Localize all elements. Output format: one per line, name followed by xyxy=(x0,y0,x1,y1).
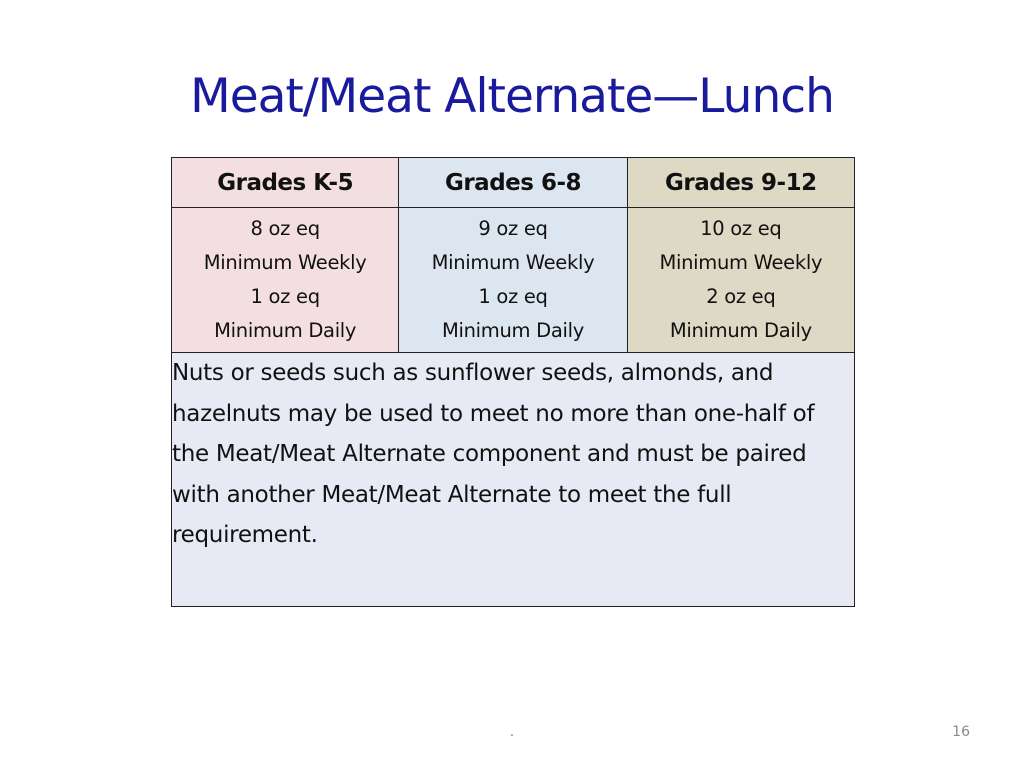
daily-label: Minimum Daily xyxy=(214,319,357,342)
weekly-label: Minimum Weekly xyxy=(431,251,595,274)
amount-cell-6-8 xyxy=(399,208,627,353)
weekly-label: Minimum Weekly xyxy=(203,251,367,274)
weekly-amount: 9 oz eq xyxy=(478,217,548,240)
daily-amount: 2 oz eq xyxy=(706,285,776,308)
daily-label: Minimum Daily xyxy=(669,319,812,342)
weekly-amount: 8 oz eq xyxy=(250,217,320,240)
weekly-label: Minimum Weekly xyxy=(659,251,823,274)
nuts-seeds-note: Nuts or seeds such as sunflower seeds, almonds, and hazelnuts may be used to meet no more than one-half of the Meat/Meat Alternate component and must be paired with another Meat/Meat Alternate to meet the full requirement. xyxy=(172,353,855,607)
slide-title: Meat/Meat Alternate—Lunch xyxy=(190,69,834,124)
weekly-amount: 10 oz eq xyxy=(700,217,782,240)
amount-cell-k5 xyxy=(172,208,399,353)
daily-amount: 1 oz eq xyxy=(250,285,320,308)
page-number: 16 xyxy=(952,724,970,740)
note-row xyxy=(172,353,855,607)
amounts-row xyxy=(172,208,855,353)
footer-text: . xyxy=(509,724,515,740)
header-grades-k5: Grades K-5 xyxy=(172,158,399,208)
meal-requirements-table xyxy=(171,157,855,607)
amount-cell-9-12 xyxy=(627,208,854,353)
header-grades-6-8: Grades 6-8 xyxy=(399,158,627,208)
daily-label: Minimum Daily xyxy=(441,319,584,342)
daily-amount: 1 oz eq xyxy=(478,285,548,308)
table-header-row xyxy=(172,158,855,208)
header-grades-9-12: Grades 9-12 xyxy=(627,158,854,208)
